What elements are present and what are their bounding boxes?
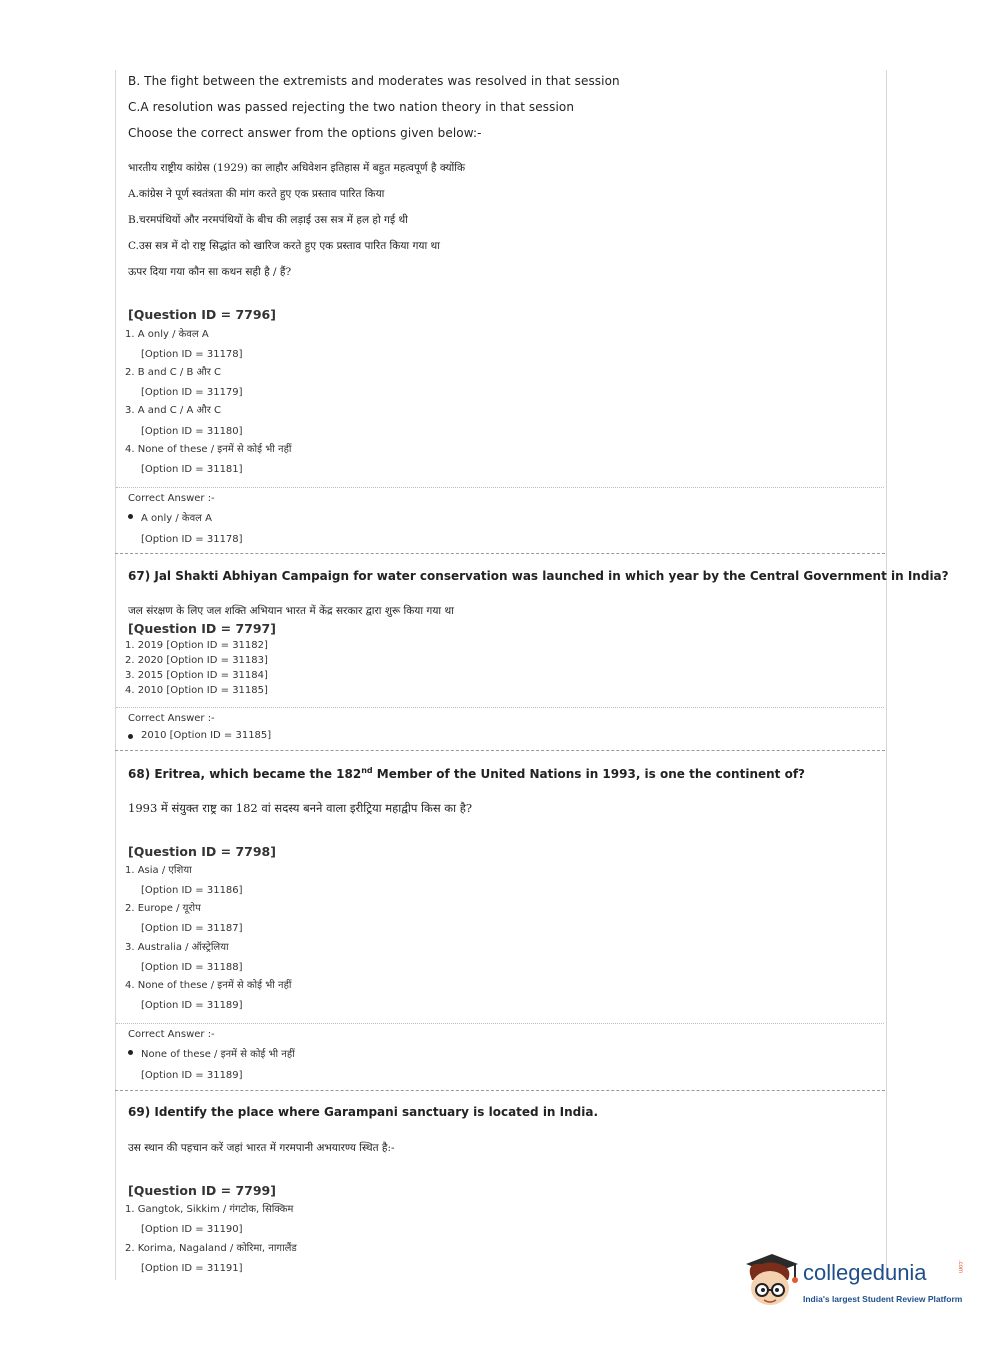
mascot-icon: [740, 1250, 802, 1312]
correct-answer-label: Correct Answer :-: [128, 493, 215, 504]
option-1-id: [Option ID = 31178]: [141, 349, 243, 360]
question-69: 69) Identify the place where Garampani sanctuary is located in India.: [128, 1105, 599, 1119]
question-id: [Question ID = 7797]: [128, 621, 276, 636]
option-2-id: [Option ID = 31187]: [141, 923, 243, 934]
option-2: 2. B and C / B और C: [125, 367, 221, 378]
option-1: 1. 2019 [Option ID = 31182]: [125, 640, 268, 651]
correct-answer-id: [Option ID = 31189]: [141, 1070, 243, 1081]
question-68: [128, 766, 805, 781]
option-1: 1. Gangtok, Sikkim / गंगटोक, सिक्किम: [125, 1204, 294, 1215]
logo-wordmark: collegedunia: [803, 1260, 927, 1285]
option-2-id: [Option ID = 31191]: [141, 1263, 243, 1274]
option-3: 3. Australia / ऑस्ट्रेलिया: [125, 942, 229, 953]
option-1-id: [Option ID = 31186]: [141, 885, 243, 896]
question-69-hindi: उस स्थान की पहचान करें जहां भारत में गरमपानी अभयारण्य स्थित है:-: [128, 1142, 395, 1154]
option-3: 3. 2015 [Option ID = 31184]: [125, 670, 268, 681]
choose-instruction: Choose the correct answer from the options given below:-: [128, 126, 482, 140]
question-separator: [115, 1090, 885, 1091]
question-id: [Question ID = 7799]: [128, 1183, 276, 1198]
divider: [116, 1023, 884, 1024]
bullet-icon: [128, 734, 133, 739]
bullet-icon: [128, 514, 133, 519]
option-4-id: [Option ID = 31181]: [141, 464, 243, 475]
option-2: 2. Europe / यूरोप: [125, 903, 201, 914]
bullet-icon: [128, 1050, 133, 1055]
correct-answer-id: [Option ID = 31178]: [141, 534, 243, 545]
option-2-id: [Option ID = 31179]: [141, 387, 243, 398]
question-68-hindi: 1993 में संयुक्त राष्ट्र का 182 वां सदस्य बनने वाला इरीट्रिया महाद्वीप किस का है?: [128, 801, 473, 815]
option-3-id: [Option ID = 31188]: [141, 962, 243, 973]
question-67: 67) Jal Shakti Abhiyan Campaign for water conservation was launched in which year by the Central Government in India?: [128, 569, 949, 583]
option-3: 3. A and C / A और C: [125, 405, 221, 416]
hindi-statement-c: C.उस सत्र में दो राष्ट्र सिद्धांत को खारिज करते हुए एक प्रस्ताव पारित किया गया था: [128, 240, 440, 252]
hindi-question: ऊपर दिया गया कौन सा कथन सही है / हैं?: [128, 266, 292, 278]
divider: [116, 707, 884, 708]
question-68-pre: 68) Eritrea, which became the 182: [128, 767, 362, 781]
option-1-id: [Option ID = 31190]: [141, 1224, 243, 1235]
correct-answer-label: Correct Answer :-: [128, 713, 215, 724]
statement-b: B. The fight between the extremists and moderates was resolved in that session: [128, 74, 620, 88]
option-4-id: [Option ID = 31189]: [141, 1000, 243, 1011]
statement-c: C.A resolution was passed rejecting the two nation theory in that session: [128, 100, 575, 114]
hindi-statement-b: B.चरमपंथियों और नरमपंथियों के बीच की लड़ाई उस सत्र में हल हो गई थी: [128, 214, 408, 226]
question-68-post: Member of the United Nations in 1993, is one the continent of?: [372, 767, 806, 781]
question-separator: [115, 553, 885, 554]
logo-suffix: .com: [957, 1260, 963, 1274]
option-4: 4. 2010 [Option ID = 31185]: [125, 685, 268, 696]
option-1: 1. A only / केवल A: [125, 329, 209, 340]
option-3-id: [Option ID = 31180]: [141, 426, 243, 437]
option-2: 2. 2020 [Option ID = 31183]: [125, 655, 268, 666]
question-67-hindi: जल संरक्षण के लिए जल शक्ति अभियान भारत में केंद्र सरकार द्वारा शुरू किया गया था: [128, 605, 454, 617]
correct-answer-text: A only / केवल A: [141, 513, 212, 524]
question-id: [Question ID = 7796]: [128, 307, 276, 322]
correct-answer-label: Correct Answer :-: [128, 1029, 215, 1040]
option-1: 1. Asia / एशिया: [125, 865, 192, 876]
question-separator: [115, 750, 885, 751]
correct-answer-text: 2010 [Option ID = 31185]: [141, 730, 272, 741]
hindi-statement-a: A.कांग्रेस ने पूर्ण स्वतंत्रता की मांग करते हुए एक प्रस्ताव पारित किया: [128, 188, 385, 200]
logo-tagline: India's largest Student Review Platform: [803, 1294, 963, 1304]
correct-answer-text: None of these / इनमें से कोई भी नहीं: [141, 1049, 295, 1060]
collegedunia-logo: [740, 1250, 970, 1312]
option-4: 4. None of these / इनमें से कोई भी नहीं: [125, 980, 292, 991]
divider: [116, 487, 884, 488]
question-id: [Question ID = 7798]: [128, 844, 276, 859]
hindi-intro: भारतीय राष्ट्रीय कांग्रेस (1929) का लाहौर अधिवेशन इतिहास में बहुत महत्वपूर्ण है क्योंकि: [128, 162, 466, 174]
option-2: 2. Korima, Nagaland / कोरिमा, नागालैंड: [125, 1243, 297, 1254]
option-4: 4. None of these / इनमें से कोई भी नहीं: [125, 444, 292, 455]
ordinal-suffix: nd: [361, 766, 373, 775]
